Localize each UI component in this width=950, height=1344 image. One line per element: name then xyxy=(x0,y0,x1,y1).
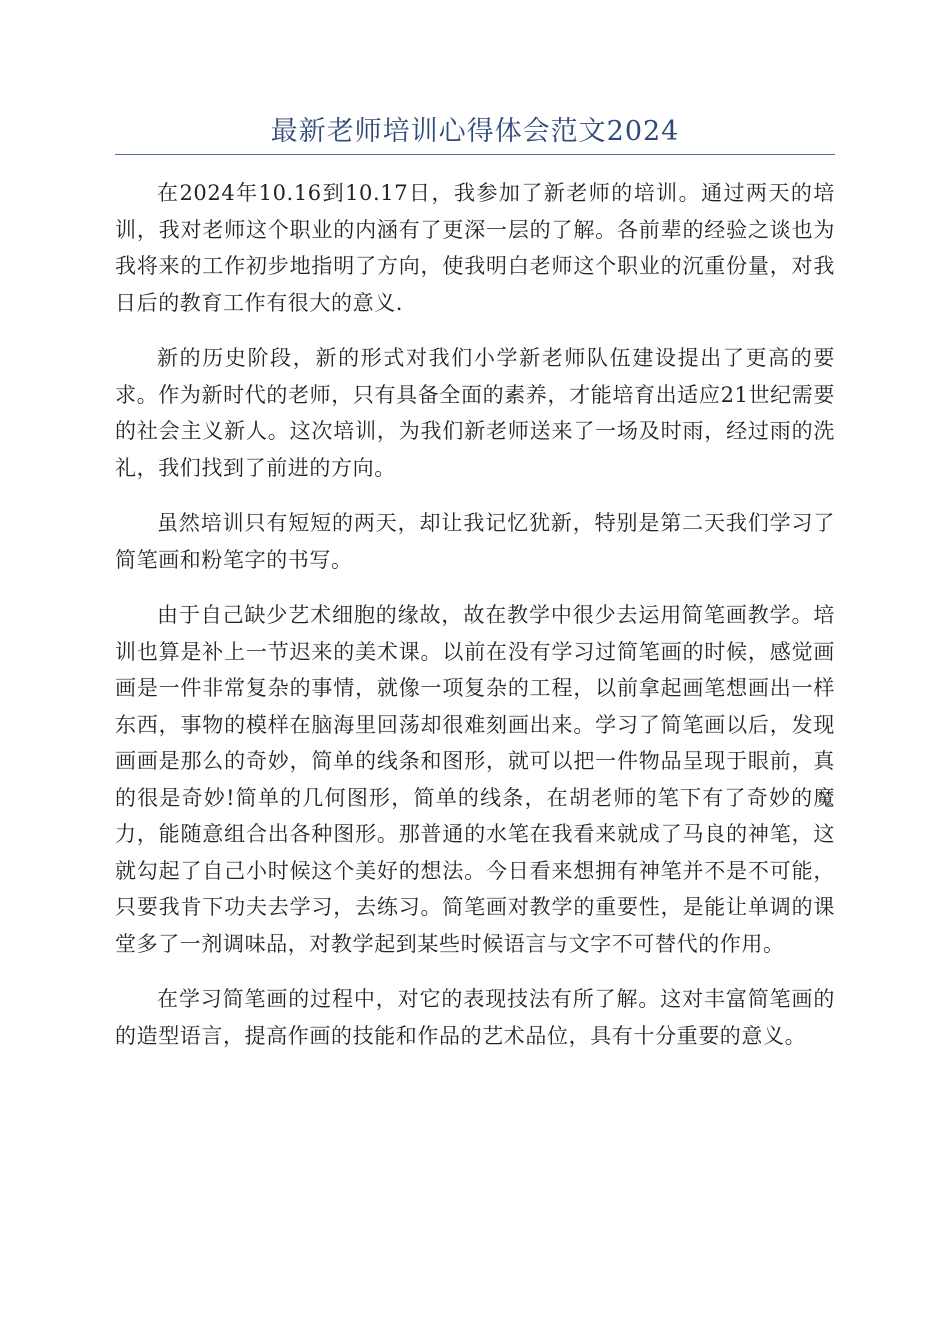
paragraph-2: 新的历史阶段，新的形式对我们小学新老师队伍建设提出了更高的要求。作为新时代的老师，只有具备全面的素养，才能培育出适应21世纪需要的社会主义新人。这次培训，为我们新老师送来了一场及时雨，经过雨的洗礼，我们找到了前进的方向。 xyxy=(115,346,835,480)
title-underline xyxy=(115,154,835,155)
paragraph-4: 由于自己缺少艺术细胞的缘故，故在教学中很少去运用简笔画教学。培训也算是补上一节迟来的美术课。以前在没有学习过简笔画的时候，感觉画画是一件非常复杂的事情，就像一项复杂的工程，以前拿起画笔想画出一样东西，事物的模样在脑海里回荡却很难刻画出来。学习了简笔画以后，发现画画是那么的奇妙，简单的线条和图形，就可以把一件物品呈现于眼前，真的很是奇妙!简单的几何图形，简单的线条，在胡老师的笔下有了奇妙的魔力，能随意组合出各种图形。那普通的水笔在我看来就成了马良的神笔，这就勾起了自己小时候这个美好的想法。今日看来想拥有神笔并不是不可能，只要我肯下功夫去学习，去练习。简笔画对教学的重要性，是能让单调的课堂多了一剂调味品，对教学起到某些时候语言与文字不可替代的作用。 xyxy=(115,603,835,956)
paragraph-5: 在学习简笔画的过程中，对它的表现技法有所了解。这对丰富简笔画的的造型语言，提高作画的技能和作品的艺术品位，具有十分重要的意义。 xyxy=(115,987,835,1048)
document-title: 最新老师培训心得体会范文2024 xyxy=(270,116,680,147)
paragraph-1: 在2024年10.16到10.17日，我参加了新老师的培训。通过两天的培训，我对老师这个职业的内涵有了更深一层的了解。各前辈的经验之谈也为我将来的工作初步地指明了方向，使我明白老师这个职业的沉重份量，对我日后的教育工作有很大的意义. xyxy=(115,181,835,315)
document-body xyxy=(115,175,835,1073)
paragraph-3: 虽然培训只有短短的两天，却让我记忆犹新，特别是第二天我们学习了简笔画和粉笔字的书写。 xyxy=(115,511,835,572)
